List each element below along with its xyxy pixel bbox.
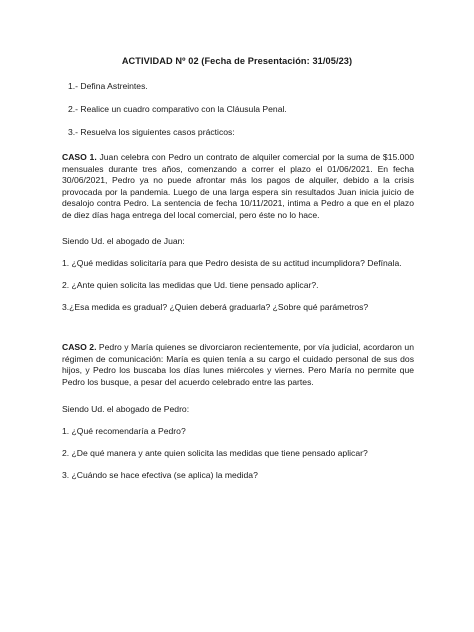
- item-1: 1.- Defina Astreintes.: [68, 81, 148, 91]
- document-title: ACTIVIDAD Nº 02 (Fecha de Presentación: 31/05/23): [121, 56, 353, 66]
- case-2-question-2: 2. ¿De qué manera y ante quien solicita las medidas que tiene pensado aplicar?: [62, 448, 368, 458]
- case-1-text: Juan celebra con Pedro un contrato de alquiler comercial por la suma de $15.000 mensuales durante tres años, comenzando a correr el plazo el 01/06/2021. En fecha 30/06/2021, Pedro ya no puede afrontar más los pagos de alquiler, debido a la crisis provocada por la pandemia. Luego de una larga espera sin resultados Juan inicia juicio de desalojo contra Pedro. La sentencia de fecha 10/11/2021, intima a Pedro a que en el plazo de diez días haga entrega del local comercial, pero éste no lo hace.: [62, 152, 414, 220]
- case-1-paragraph: [62, 152, 414, 221]
- case-1-label: CASO 1.: [62, 152, 97, 162]
- case-2-question-1: 1. ¿Qué recomendaría a Pedro?: [62, 426, 186, 436]
- case-1-intro: Siendo Ud. el abogado de Juan:: [62, 236, 185, 246]
- case-2-text: Pedro y María quienes se divorciaron recientemente, por vía judicial, acordaron un régimen de comunicación: María es quien tenía a su cargo el cuidado personal de sus dos hijos, y Pedro los buscaba los días lunes miércoles y viernes. Pero María no permite que Pedro los busque, a pesar del acuerdo celebrado entre las partes.: [62, 342, 414, 387]
- case-1-question-3: 3.¿Esa medida es gradual? ¿Quien deberá graduarla? ¿Sobre qué parámetros?: [62, 302, 369, 312]
- case-2-paragraph: [62, 342, 414, 388]
- case-2-question-3: 3. ¿Cuándo se hace efectiva (se aplica) la medida?: [62, 470, 258, 480]
- item-3: 3.- Resuelva los siguientes casos prácticos:: [68, 127, 235, 137]
- case-2-label: CASO 2.: [62, 342, 97, 352]
- item-2: 2.- Realice un cuadro comparativo con la Cláusula Penal.: [68, 104, 287, 114]
- case-1-question-2: 2. ¿Ante quien solicita las medidas que Ud. tiene pensado aplicar?.: [62, 280, 319, 290]
- case-2-intro: Siendo Ud. el abogado de Pedro:: [62, 404, 190, 414]
- case-1-question-1: 1. ¿Qué medidas solicitaría para que Pedro desista de su actitud incumplidora? Defínala.: [62, 258, 402, 268]
